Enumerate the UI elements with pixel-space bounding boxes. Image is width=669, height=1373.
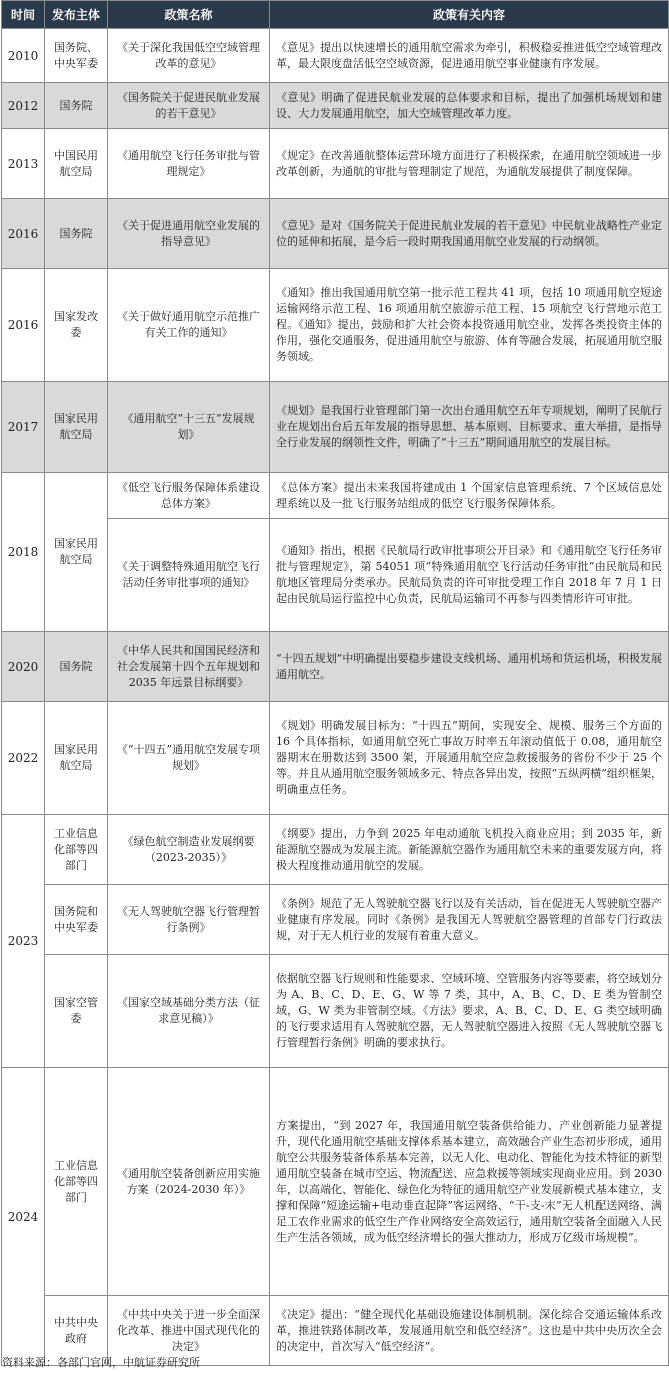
table-row [2,815,669,885]
year-cell: 2023 [2,815,45,1068]
table-header-row [2,1,669,29]
policy-name-cell: 《国务院关于促进民航业发展的若干意见》 [108,83,270,129]
table-row [2,955,669,1068]
policy-name-cell: 《通用航空装备创新应用实施方案（2024-2030 年）》 [108,1068,270,1296]
publisher-cell: 国家民用航空局 [45,473,108,632]
policy-name-cell: 《关于深化我国低空空域管理改革的意见》 [108,29,270,83]
policy-table [1,0,669,1366]
table-row [2,269,669,382]
policy-content-cell: “十四五规划”中明确提出要稳步建设支线机场、通用机场和货运机场，积极发展通用航空。 [270,632,669,702]
policy-name-cell: 《通用航空“十三五”发展规划》 [108,382,270,473]
policy-content-cell: 《意见》明确了促进民航业发展的总体要求和目标，提出了加强机场规划和建设、大力发展通用航空，加大空域管理改革力度。 [270,83,669,129]
policy-content-cell: 《规划》明确发展目标为：“十四五”期间，实现安全、规模、服务三个方面的 16 个具体指标，如通用航空死亡事故万时率五年滚动值低于 0.08，通用航空器期末在册数达到 3500 架，开展通用航空应急救援服务的省份不少于 25 个等。并且从通用航空服务领域多元、特点各异出发，按照“五纵两横”组织框架，明确重点任务。 [270,702,669,815]
policy-name-cell: 《中共中央关于进一步全面深化改革、推进中国式现代化的决定》 [108,1296,270,1366]
publisher-cell: 中国民用航空局 [45,129,108,199]
policy-content-cell: 《总体方案》提出未来我国将建成由 1 个国家信息管理系统、7 个区域信息处理系统以及一批飞行服务站组成的低空飞行服务保障体系。 [270,473,669,519]
policy-content-cell: 《通知》指出，根据《民航局行政审批事项公开目录》和《通用航空飞行任务审批与管理规定》，第 54051 项“特殊通用航空飞行活动任务审批”由民航局和民航地区管理局分类承办。民航局负责的许可审批受理工作自 2018 年 7 月 1 日起由民航局运行监控中心负责，民航局运输司不再参与四类情形许可审批。 [270,519,669,632]
policy-name-cell: 《无人驾驶航空器飞行管理暂行条例》 [108,885,270,955]
year-cell: 2016 [2,269,45,382]
source-note: 资料来源：各部门官网，中航证券研究所 [2,1356,200,1369]
table-row [2,382,669,473]
header-policy: 政策名称 [108,1,270,29]
policy-name-cell: 《关于促进通用航空业发展的指导意见》 [108,199,270,269]
policy-name-cell: 《“十四五”通用航空发展专项规划》 [108,702,270,815]
publisher-cell: 国务院、中央军委 [45,29,108,83]
header-content: 政策有关内容 [270,1,669,29]
publisher-cell: 国务院 [45,199,108,269]
table-row [2,29,669,83]
publisher-cell: 中共中央政府 [45,1296,108,1366]
table-row [2,1068,669,1296]
year-cell: 2012 [2,83,45,129]
year-cell: 2020 [2,632,45,702]
policy-content-cell: 依据航空器飞行规则和性能要求、空域环境、空管服务内容等要素，将空域划分为 A、B、C、D、E、G、W 等 7 类，其中，A、B、C、D、E 类为管制空域，G、W 类为非管制空域。《方法》要求，A、B、C、D、E、G 类空域明确的飞行要求适用有人驾驶航空器，无人驾驶航空器进入按照《无人驾驶航空器飞行管理暂行条例》明确的要求执行。 [270,955,669,1068]
publisher-cell: 国家发改委 [45,269,108,382]
publisher-cell: 工业信息化部等四部门 [45,1068,108,1296]
policy-content-cell: 《规定》在改善通航整体运营环境方面进行了积极探索，在通用航空领域进一步改革创新，为通航的审批与管理制定了规范，为通航发展提供了制度保障。 [270,129,669,199]
year-cell: 2017 [2,382,45,473]
table-row [2,702,669,815]
policy-content-cell: 方案提出，“到 2027 年，我国通用航空装备供给能力、产业创新能力显著提升，现代化通用航空基础支撑体系基本建立，高效融合产业生态初步形成，通用航空公共服务装备体系基本完善，以无人化、电动化、智能化为技术特征的新型通用航空装备在城市空运、物流配送、应急救援等领域实现商业应用。到 2030 年，以高端化、智能化、绿色化为特征的通用航空产业发展新模式基本建立，支撑和保障“短途运输+电动垂直起降”客运网络、“干-支-末”无人机配送网络、满足工农作业需求的低空生产作业网络安全高效运行，通用航空装备全面融入人民生产生活各领域，成为低空经济增长的强大推动力，形成万亿级市场规模”。 [270,1068,669,1296]
policy-name-cell: 《绿色航空制造业发展纲要（2023-2035）》 [108,815,270,885]
publisher-cell: 国家空管委 [45,955,108,1068]
policy-content-cell: 《条例》规范了无人驾驶航空器飞行以及有关活动，旨在促进无人驾驶航空器产业健康有序发展。同时《条例》是我国无人驾驶航空器管理的首部专门行政法规，对于无人机行业的发展有着重大意义。 [270,885,669,955]
policy-name-cell: 《国家空域基础分类方法（征求意见稿）》 [108,955,270,1068]
year-cell: 2022 [2,702,45,815]
policy-content-cell: 《意见》是对《国务院关于促进民航业发展的若干意见》中民航业战略性产业定位的延伸和拓展，是今后一段时期我国通用航空业发展的行动纲领。 [270,199,669,269]
publisher-cell: 工业信息化部等四部门 [45,815,108,885]
table-row [2,473,669,519]
policy-name-cell: 《关于调整特殊通用航空飞行活动任务审批事项的通知》 [108,519,270,632]
publisher-cell: 国务院和中央军委 [45,885,108,955]
header-time: 时间 [2,1,45,29]
table-row [2,885,669,955]
policy-content-cell: 《意见》提出以快速增长的通用航空需求为牵引，积极稳妥推进低空空域管理改革，最大限度盘活低空空域资源，促进通用航空事业健康有序发展。 [270,29,669,83]
publisher-cell: 国家民用航空局 [45,702,108,815]
policy-content-cell: 《纲要》提出，力争到 2025 年电动通航飞机投入商业应用；到 2035 年，新能源航空器成为发展主流。新能源航空器作为通用航空未来的重要发展方向，将极大程度推动通用航空的发展。 [270,815,669,885]
table-row [2,199,669,269]
year-cell: 2013 [2,129,45,199]
table-row [2,632,669,702]
policy-name-cell: 《低空飞行服务保障体系建设总体方案》 [108,473,270,519]
header-publisher: 发布主体 [45,1,108,29]
policy-content-cell: 《通知》推出我国通用航空第一批示范工程共 41 项，包括 10 项通用航空短途运输网络示范工程、16 项通用航空旅游示范工程、15 项航空飞行营地示范工程。《通知》提出，鼓励和扩大社会资本投资通用航空业，发挥各类投资主体的作用，强化交通服务，促进通用航空与旅游、体育等融合发展，拓展通用航空服务领域。 [270,269,669,382]
publisher-cell: 国务院 [45,83,108,129]
year-cell: 2024 [2,1068,45,1366]
policy-name-cell: 《关于做好通用航空示范推广有关工作的通知》 [108,269,270,382]
year-cell: 2018 [2,473,45,632]
year-cell: 2016 [2,199,45,269]
table-row [2,83,669,129]
policy-content-cell: 《决定》提出：“健全现代化基础设施建设体制机制。深化综合交通运输体系改革，推进铁路体制改革，发展通用航空和低空经济”。这也是中共中央历次全会的决定中，首次写入“低空经济”。 [270,1296,669,1366]
publisher-cell: 国务院 [45,632,108,702]
policy-content-cell: 《规划》是我国行业管理部门第一次出台通用航空五年专项规划，阐明了民航行业在规划出台后五年发展的指导思想、基本原则、目标要求、重大举措，是指导全行业发展的纲领性文件，明确了“十三五”期间通用航空的发展目标。 [270,382,669,473]
publisher-cell: 国家民用航空局 [45,382,108,473]
policy-name-cell: 《中华人民共和国国民经济和社会发展第十四个五年规划和 2035 年远景目标纲要》 [108,632,270,702]
table-row [2,129,669,199]
policy-name-cell: 《通用航空飞行任务审批与管理规定》 [108,129,270,199]
year-cell: 2010 [2,29,45,83]
